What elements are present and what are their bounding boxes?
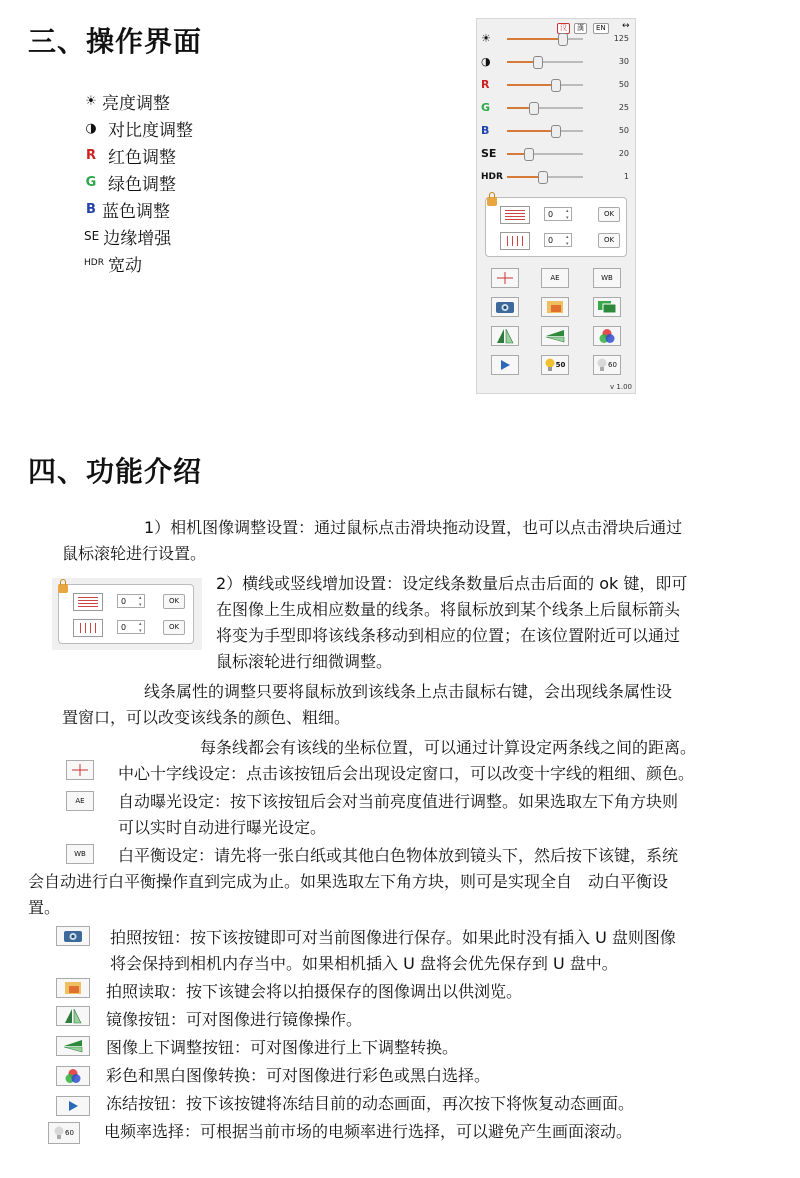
slider-label: SE (481, 147, 497, 160)
color-mode-button[interactable] (593, 326, 621, 346)
legend-item-label: 红色调整 (108, 147, 176, 168)
legend-item (84, 169, 176, 195)
slider-value: 25 (618, 103, 629, 112)
slider-row (481, 77, 631, 93)
horizontal-lines-count-input: 0 ▴▾ (117, 594, 145, 608)
folder-image-icon (63, 981, 83, 995)
slider-handle[interactable] (551, 125, 561, 138)
slider-handle[interactable] (524, 148, 534, 161)
white-balance-button-icon: WB (66, 844, 94, 864)
horizontal-lines-icon (73, 593, 103, 611)
legend-item (84, 196, 170, 222)
slider-row (481, 31, 631, 47)
blue-channel-icon: B (86, 201, 96, 217)
para-1-line-2: 鼠标滚轮进行设置。 (62, 544, 207, 563)
para-2-line-3: 将变为手型即将该线条移动到相应的位置；在该位置附近可以通过 (216, 626, 681, 645)
slider-label: R (481, 78, 490, 91)
legend-item (84, 223, 171, 249)
slider-label: G (481, 101, 491, 114)
contrast-icon: ◑ (85, 120, 97, 136)
lang-button-zh-simplified[interactable]: 汉 (557, 23, 570, 34)
slider-value: 50 (618, 126, 629, 135)
flip-icon (544, 328, 566, 344)
slider-value: 20 (618, 149, 629, 158)
color-desc: 彩色和黑白图像转换：可对图像进行彩色或黑白选择。 (106, 1066, 491, 1085)
slider-row (481, 54, 631, 70)
lang-button-en[interactable]: EN (593, 23, 609, 34)
legend-item-label: 绿色调整 (108, 174, 176, 195)
pin-icon[interactable]: ↔ (622, 21, 630, 31)
bulb-icon (597, 358, 607, 372)
wb-desc-line-2: 会自动进行白平衡操作直到完成为止。如果选取左下角方块，则可是实现全自 动白平衡设 (28, 872, 669, 891)
capture-desc-line-1: 拍照按钮：按下该按键即可对当前图像进行保存。如果此时没有插入 U 盘则图像 (110, 928, 676, 947)
bulb-icon (54, 1126, 64, 1140)
crosshair-icon (69, 763, 91, 777)
slider-track[interactable] (507, 176, 583, 178)
photo-read-button[interactable] (541, 297, 569, 317)
capture-desc-line-2: 将会保持到相机内存当中。如果相机插入 U 盘将会优先保存到 U 盘中。 (110, 954, 618, 973)
auto-exposure-button[interactable]: AE (541, 268, 569, 288)
slider-label: HDR (481, 172, 503, 182)
mirror-icon (495, 328, 515, 344)
vertical-lines-count-input[interactable]: 0 ▴▾ (544, 233, 572, 247)
crosshair-icon (494, 271, 516, 285)
window-icon (597, 300, 617, 314)
flip-desc: 图像上下调整按钮：可对图像进行上下调整转换。 (106, 1038, 459, 1057)
ae-desc-line-2: 可以实时自动进行曝光设定。 (118, 818, 327, 837)
para-3-line-1: 线条属性的调整只要将鼠标放到该线条上点击鼠标右键，会出现线条属性设 (144, 682, 673, 701)
legend-item (84, 142, 176, 168)
slider-handle[interactable] (529, 102, 539, 115)
edge-enhance-icon: SE (84, 229, 100, 243)
legend-item (84, 250, 142, 276)
power-frequency-60-button[interactable]: 60 (593, 355, 621, 375)
capture-button[interactable] (491, 297, 519, 317)
slider-row (481, 169, 631, 185)
mirror-button-icon (56, 1006, 90, 1026)
slider-fill (507, 176, 542, 178)
freeze-button-icon (56, 1096, 90, 1116)
slider-track[interactable] (507, 84, 583, 86)
flip-button[interactable] (541, 326, 569, 346)
rgb-circles-icon (63, 1068, 83, 1084)
legend-item-label: 蓝色调整 (102, 201, 170, 222)
crosshair-button[interactable] (491, 268, 519, 288)
rgb-circles-icon (597, 328, 617, 344)
vertical-lines-count-input: 0 ▴▾ (117, 620, 145, 634)
mirror-desc: 镜像按钮：可对图像进行镜像操作。 (106, 1010, 363, 1029)
flip-icon (62, 1038, 84, 1054)
slider-label: B (481, 124, 490, 137)
section-3-heading: 三、操作界面 (28, 25, 203, 58)
capture-button-icon (56, 926, 90, 946)
green-channel-icon: G (85, 174, 97, 190)
vertical-lines-icon (73, 619, 103, 637)
auto-exposure-button-icon: AE (66, 791, 94, 811)
slider-label: ☀ (481, 32, 491, 45)
lock-icon[interactable] (487, 197, 497, 206)
slider-row (481, 123, 631, 139)
version-label: v 1.00 (610, 383, 632, 391)
slider-value: 1 (623, 172, 629, 181)
crosshair-desc: 中心十字线设定：点击该按钮后会出现设定窗口，可以改变十字线的粗细、颜色。 (118, 764, 695, 783)
slider-fill (507, 38, 562, 40)
slider-row (481, 146, 631, 162)
slider-fill (507, 84, 555, 86)
slider-handle[interactable] (533, 56, 543, 69)
power-desc: 电频率选择：可根据当前市场的电频率进行选择，可以避免产生画面滚动。 (104, 1122, 633, 1141)
freeze-button[interactable] (491, 355, 519, 375)
flip-button-icon (56, 1036, 90, 1056)
slider-value: 50 (618, 80, 629, 89)
control-panel (476, 18, 636, 394)
slider-handle[interactable] (551, 79, 561, 92)
lang-button-zh-traditional[interactable]: 漢 (574, 23, 587, 34)
slider-track[interactable] (507, 107, 583, 109)
vertical-lines-ok-button: OK (163, 620, 185, 635)
legend-item (84, 115, 193, 141)
window-button[interactable] (593, 297, 621, 317)
hdr-icon: HDR (84, 258, 104, 268)
read-desc: 拍照读取：按下该键会将以拍摄保存的图像调出以供浏览。 (106, 982, 523, 1001)
horizontal-lines-ok-button[interactable]: OK (598, 207, 620, 222)
power-frequency-button-icon: 60 (48, 1122, 80, 1144)
photo-read-button-icon (56, 978, 90, 998)
wb-desc-line-1: 白平衡设定：请先将一张白纸或其他白色物体放到镜头下，然后按下该键，系统 (118, 846, 679, 865)
legend-item-label: 对比度调整 (108, 120, 193, 141)
vertical-lines-icon (500, 232, 530, 250)
mirror-icon (63, 1008, 83, 1024)
para-2-line-4: 鼠标滚轮进行细微调整。 (216, 652, 393, 671)
legend-item-label: 宽动 (107, 255, 142, 276)
slider-value: 30 (618, 57, 629, 66)
slider-track[interactable] (507, 153, 583, 155)
bulb-icon (545, 358, 555, 372)
para-1-line-1: 1）相机图像调整设置：通过鼠标点击滑块拖动设置，也可以点击滑块后通过 (144, 518, 683, 537)
line-settings-box (485, 197, 627, 257)
camera-icon (63, 929, 83, 943)
slider-label: ◑ (481, 55, 491, 68)
freeze-desc: 冻结按钮：按下该按键将冻结目前的动态画面，再次按下将恢复动态画面。 (106, 1094, 635, 1113)
power-frequency-50-button[interactable]: 50 (541, 355, 569, 375)
folder-image-icon (545, 300, 565, 314)
section-4-heading: 四、功能介绍 (28, 455, 203, 488)
sun-icon: ☀ (85, 93, 97, 109)
horizontal-lines-icon (500, 206, 530, 224)
line-settings-inset (52, 578, 202, 650)
slider-handle[interactable] (558, 33, 568, 46)
mirror-button[interactable] (491, 326, 519, 346)
para-2-line-1: 2）横线或竖线增加设置：设定线条数量后点击后面的 ok 键，即可 (216, 574, 688, 593)
lock-icon (58, 584, 68, 593)
para-4: 每条线都会有该线的坐标位置，可以通过计算设定两条线之间的距离。 (200, 738, 697, 757)
horizontal-lines-ok-button: OK (163, 594, 185, 609)
play-icon (67, 1100, 79, 1112)
camera-icon (495, 300, 515, 314)
wb-desc-line-3: 置。 (28, 898, 61, 917)
slider-track[interactable] (507, 38, 583, 40)
ae-desc-line-1: 自动曝光设定：按下该按钮后会对当前亮度值进行调整。如果选取左下角方块则 (118, 792, 679, 811)
slider-value: 125 (613, 34, 629, 43)
para-2-line-2: 在图像上生成相应数量的线条。将鼠标放到某个线条上后鼠标箭头 (216, 600, 681, 619)
legend-item-label: 边缘增强 (103, 228, 172, 249)
white-balance-button[interactable]: WB (593, 268, 621, 288)
slider-track[interactable] (507, 130, 583, 132)
legend-item-label: 亮度调整 (102, 93, 170, 114)
play-icon (499, 359, 511, 371)
slider-track[interactable] (507, 61, 583, 63)
slider-row (481, 100, 631, 116)
color-mode-button-icon (56, 1066, 90, 1086)
slider-handle[interactable] (538, 171, 548, 184)
red-channel-icon: R (85, 147, 96, 163)
slider-fill (507, 130, 555, 132)
vertical-lines-ok-button[interactable]: OK (598, 233, 620, 248)
legend-item (84, 88, 170, 114)
horizontal-lines-count-input[interactable]: 0 ▴▾ (544, 207, 572, 221)
crosshair-button-icon (66, 760, 94, 780)
para-3-line-2: 置窗口，可以改变该线条的颜色、粗细。 (62, 708, 351, 727)
